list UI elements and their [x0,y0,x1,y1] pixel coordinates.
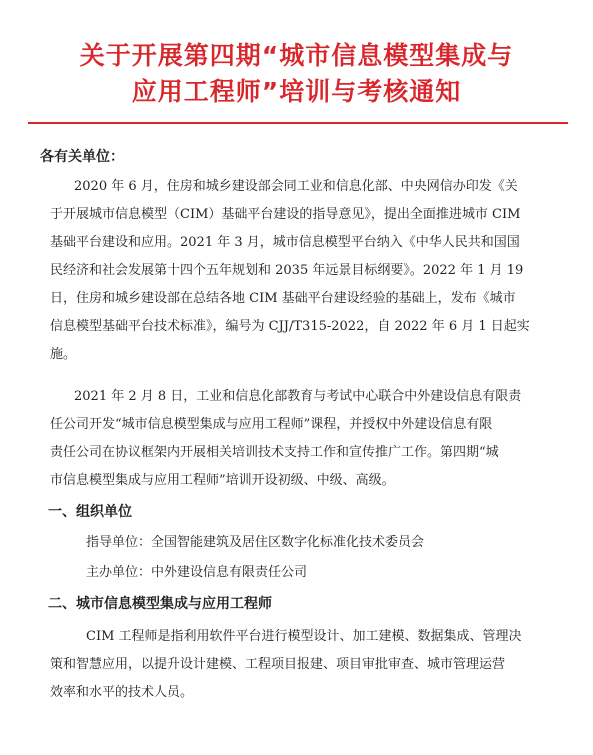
para1-line: 2020 年 6 月，住房和城乡建设部会同工业和信息化部、中央网信办印发《关 [74,179,518,194]
title-divider [28,122,568,124]
para2-line: 2021 年 2 月 8 日，工业和信息化部教育与考试中心联合中外建设信息有限责 [74,389,522,404]
org-host-unit: 主办单位：中外建设信息有限责任公司 [86,565,308,580]
para1-line: 民经济和社会发展第十四个五年规划和 2035 年远景目标纲要》。2022 年 1 月 19 [50,263,524,278]
para2-line: 市信息模型集成与应用工程师”培训开设初级、中级、高级。 [50,473,395,488]
para3-line: CIM 工程师是指利用软件平台进行模型设计、加工建模、数据集成、管理决 [86,629,522,644]
section2-heading: 二、城市信息模型集成与应用工程师 [48,596,272,612]
org-guide-unit: 指导单位：全国智能建筑及居住区数字化标准化技术委员会 [86,535,425,550]
para1-line: 日，住房和城乡建设部在总结各地 CIM 基础平台建设经验的基础上，发布《城市 [50,291,516,306]
para3-line: 策和智慧应用，以提升设计建模、工程项目报建、项目审批审查、城市管理运营 [50,657,506,672]
para1-line: 信息模型基础平台技术标准》，编号为 CJJ/T315-2022，自 2022 年 6 月 1 日起实 [50,319,530,334]
greeting: 各有关单位： [40,149,124,165]
para2-line: 责任公司在协议框架内开展相关培训技术支持工作和宣传推广工作。第四期“城 [50,445,499,460]
doc-title-line1: 关于开展第四期“城市信息模型集成与 [79,41,514,70]
para1-line: 基础平台建设和应用。2021 年 3 月，城市信息模型平台纳入《中华人民共和国国 [50,235,520,250]
para2-line: 任公司开发“城市信息模型集成与应用工程师”课程，并授权中外建设信息有限 [50,417,493,432]
para1-line: 施。 [50,347,77,362]
para1-line: 于开展城市信息模型（CIM）基础平台建设的指导意见》，提出全面推进城市 CIM [50,207,521,222]
doc-title-line2: 应用工程师”培训与考核通知 [131,77,462,106]
section1-heading: 一、组织单位 [48,504,132,520]
para3-line: 效率和水平的技术人员。 [50,685,194,700]
